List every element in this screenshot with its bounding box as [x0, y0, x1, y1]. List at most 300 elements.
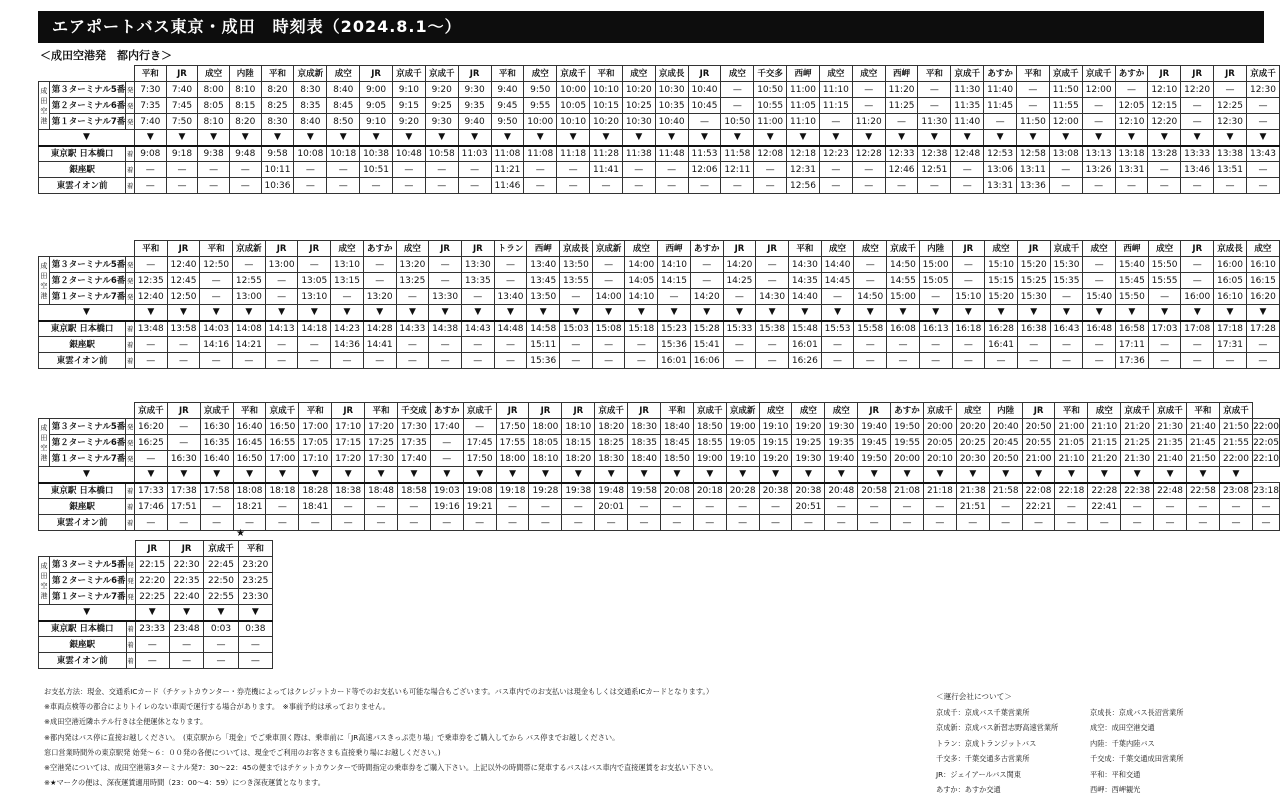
time-cell: —	[134, 257, 167, 273]
time-cell: 16:05	[1214, 273, 1247, 289]
time-cell: —	[557, 162, 590, 178]
time-cell: 17:25	[365, 435, 398, 451]
time-cell: 11:25	[885, 98, 918, 114]
time-cell: 10:25	[622, 98, 655, 114]
time-cell: 22:10	[1253, 451, 1280, 467]
arrow-down-icon: ▼	[1219, 467, 1252, 483]
operator-header: 成空	[331, 241, 364, 257]
time-cell: 19:55	[891, 435, 924, 451]
time-cell: 7:45	[166, 98, 198, 114]
time-cell: 17:46	[134, 499, 167, 515]
time-cell: 18:20	[595, 419, 628, 435]
operator-header: 京成千	[693, 403, 726, 419]
arrow-down-icon: ▼	[622, 130, 655, 146]
time-cell: —	[169, 653, 203, 669]
operator-header: 内陸	[919, 241, 952, 257]
time-cell: —	[1055, 499, 1088, 515]
arrow-down-icon: ▼	[562, 467, 595, 483]
operator-header: JR	[298, 241, 331, 257]
arrival-mark: 着	[126, 353, 135, 369]
time-cell: 22:50	[204, 573, 238, 589]
time-cell: 10:36	[261, 178, 294, 194]
time-cell: 19:35	[825, 435, 858, 451]
time-cell: —	[1050, 289, 1083, 305]
terminal-1-row	[39, 114, 1280, 130]
operator-header: JR	[332, 403, 365, 419]
operator-header: JR	[628, 403, 661, 419]
arrow-down-icon: ▼	[1181, 130, 1214, 146]
time-cell: 12:05	[1115, 98, 1148, 114]
time-cell: —	[298, 337, 331, 353]
time-cell: —	[1088, 515, 1121, 531]
time-cell: 23:48	[169, 621, 203, 637]
time-cell: 22:21	[1022, 499, 1055, 515]
time-cell: 18:50	[660, 451, 693, 467]
arrow-down-icon: ▼	[592, 305, 625, 321]
arrow-down-icon: ▼	[238, 605, 272, 621]
time-cell: —	[397, 499, 430, 515]
time-cell: —	[726, 515, 759, 531]
time-cell: 17:20	[332, 451, 365, 467]
time-cell: —	[134, 451, 167, 467]
time-cell: 21:20	[1121, 419, 1154, 435]
arrow-down-icon: ▼	[265, 305, 298, 321]
time-cell: —	[819, 178, 852, 194]
arrow-down-icon: ▼	[1083, 305, 1116, 321]
time-cell: 14:30	[756, 289, 789, 305]
time-cell: 17:55	[496, 435, 529, 451]
time-cell: 16:01	[788, 337, 821, 353]
time-cell: 12:40	[167, 257, 200, 273]
time-cell: —	[1148, 353, 1181, 369]
operator-entry: 西岬：西岬観光	[1090, 785, 1141, 795]
terminal-2-row	[39, 573, 273, 589]
operator-header: あすか	[690, 241, 723, 257]
time-cell: —	[298, 257, 331, 273]
time-cell: 14:30	[788, 257, 821, 273]
time-cell: —	[1246, 337, 1279, 353]
time-cell: —	[1049, 178, 1082, 194]
time-cell: 14:16	[200, 337, 233, 353]
arrow-down-icon: ▼	[294, 130, 327, 146]
operator-header: 成空	[821, 241, 854, 257]
time-cell: —	[1154, 515, 1187, 531]
time-cell: 10:20	[622, 82, 655, 98]
arrival-mark: 着	[126, 499, 135, 515]
time-cell: 10:50	[721, 114, 754, 130]
arrow-down-icon: ▼	[392, 130, 425, 146]
time-cell: 21:55	[1219, 435, 1252, 451]
time-cell: —	[1181, 337, 1214, 353]
time-cell: 18:55	[693, 435, 726, 451]
time-cell: 17:30	[397, 419, 430, 435]
time-cell: —	[560, 353, 593, 369]
time-cell: 14:21	[233, 337, 266, 353]
time-cell: 19:28	[529, 483, 562, 499]
time-cell: 12:40	[134, 289, 167, 305]
time-cell: 8:10	[229, 82, 261, 98]
arrow-down-icon: ▼	[825, 467, 858, 483]
operator-header: JR	[858, 403, 891, 419]
terminal-1-row	[39, 589, 273, 605]
timetable-title: エアポートバス東京・成田 時刻表（2024.8.1～）	[38, 11, 1264, 43]
time-cell: 12:20	[1148, 114, 1181, 130]
time-cell: 20:55	[1022, 435, 1055, 451]
operator-header: 京成長	[655, 66, 688, 82]
time-cell: 10:35	[655, 98, 688, 114]
time-cell: —	[952, 273, 985, 289]
timetable-block	[38, 65, 1280, 194]
stop-label: 第２ターミナル6番	[49, 98, 126, 114]
operator-header: JR	[756, 241, 789, 257]
time-cell: 17:31	[1214, 337, 1247, 353]
time-cell: —	[690, 257, 723, 273]
time-cell: 22:05	[1253, 435, 1280, 451]
stop-label: 銀座駅	[39, 499, 126, 515]
time-cell: —	[1214, 82, 1247, 98]
operator-header: JR	[169, 541, 203, 557]
tokyo-station-row	[39, 621, 273, 637]
time-cell: 14:58	[527, 321, 560, 337]
time-cell: —	[918, 82, 951, 98]
time-cell: —	[167, 353, 200, 369]
time-cell: —	[135, 637, 169, 653]
operator-header: JR	[461, 241, 494, 257]
note-line: ※★マークの便は、深夜運賃適用時間（23：00～4：59）につき深夜運賃となります。	[44, 778, 325, 788]
time-cell: —	[885, 178, 918, 194]
time-cell: —	[918, 98, 951, 114]
time-cell: 11:28	[590, 146, 623, 162]
operator-header: 京成千	[1219, 403, 1252, 419]
time-cell: 13:20	[363, 289, 396, 305]
note-line: ※成田空港近隣ホテル行きは全便運休となります。	[44, 717, 208, 727]
time-cell: —	[951, 178, 984, 194]
time-cell: 20:38	[792, 483, 825, 499]
time-cell: 12:00	[1082, 82, 1115, 98]
time-cell: 14:20	[690, 289, 723, 305]
time-cell: 13:08	[1049, 146, 1082, 162]
time-cell: 13:30	[461, 257, 494, 273]
time-cell: 10:58	[425, 146, 458, 162]
arrow-down-icon: ▼	[166, 130, 198, 146]
time-cell: 22:55	[204, 589, 238, 605]
shinonome-aeon-row	[39, 353, 1280, 369]
time-cell: 11:08	[491, 146, 524, 162]
time-cell: —	[1049, 162, 1082, 178]
time-cell: —	[885, 114, 918, 130]
departure-mark: 発	[126, 289, 135, 305]
time-cell: 15:48	[788, 321, 821, 337]
operator-header: 成空	[1088, 403, 1121, 419]
time-cell: —	[294, 162, 327, 178]
time-cell: 17:33	[134, 483, 167, 499]
arrow-down-icon: ▼	[595, 467, 628, 483]
time-cell: —	[562, 499, 595, 515]
time-cell: —	[628, 515, 661, 531]
time-cell: 22:00	[1219, 451, 1252, 467]
operator-header: 成空	[396, 241, 429, 257]
time-cell: 9:18	[166, 146, 198, 162]
time-cell: —	[1115, 82, 1148, 98]
time-cell: 15:40	[1083, 289, 1116, 305]
time-cell: —	[1181, 273, 1214, 289]
time-cell: 12:18	[787, 146, 820, 162]
arrow-down-icon: ▼	[1017, 130, 1050, 146]
time-cell: 14:41	[363, 337, 396, 353]
time-cell: —	[458, 162, 491, 178]
time-cell: —	[1050, 353, 1083, 369]
time-cell: 21:15	[1088, 435, 1121, 451]
operator-header: 京成千	[1246, 66, 1279, 82]
time-cell: —	[821, 337, 854, 353]
operator-header: 成空	[1083, 241, 1116, 257]
time-cell: 16:06	[690, 353, 723, 369]
operator-header: JR	[496, 403, 529, 419]
time-cell: —	[266, 499, 299, 515]
arrow-down-icon: ▼	[989, 467, 1022, 483]
time-cell: 10:15	[590, 98, 623, 114]
operator-header: 平和	[233, 403, 266, 419]
time-cell: 20:20	[956, 419, 989, 435]
time-cell: 11:55	[1049, 98, 1082, 114]
time-cell: —	[494, 337, 527, 353]
time-cell: 22:58	[1186, 483, 1219, 499]
time-cell: 21:10	[1088, 419, 1121, 435]
time-cell: 15:35	[1050, 273, 1083, 289]
arrow-down-icon: ▼	[200, 467, 233, 483]
time-cell: —	[1214, 353, 1247, 369]
time-cell: 16:50	[233, 451, 266, 467]
time-cell: 22:35	[169, 573, 203, 589]
operator-entry: 千交多：千葉交通多古営業所	[936, 754, 1030, 764]
note-line: お支払方法：現金、交通系ICカード（チケットカウンター・券売機によってはクレジットカード等でのお支払いも可能な場合もございます。バス車内でのお支払いは現金もしくは交通系ICカードとなります。）	[44, 687, 714, 696]
stop-label: 第３ターミナル5番	[49, 257, 126, 273]
time-cell: 10:11	[261, 162, 294, 178]
time-cell: —	[1186, 515, 1219, 531]
arrow-down-icon: ▼	[229, 130, 261, 146]
operator-header: 京成千	[1121, 403, 1154, 419]
operator-header: 内陸	[989, 403, 1022, 419]
arrow-down-icon: ▼	[1088, 467, 1121, 483]
operator-entry: 成空：成田空港交通	[1090, 723, 1155, 733]
time-cell: 20:50	[1022, 419, 1055, 435]
time-cell: 10:55	[754, 98, 787, 114]
timetable-block	[38, 402, 1280, 531]
time-cell: 9:30	[425, 114, 458, 130]
time-cell: —	[660, 499, 693, 515]
arrow-down-icon: ▼	[956, 467, 989, 483]
time-cell: 22:28	[1088, 483, 1121, 499]
time-cell: —	[1083, 337, 1116, 353]
time-cell: 10:50	[754, 82, 787, 98]
arrow-down-icon: ▼	[693, 467, 726, 483]
time-cell: —	[852, 178, 885, 194]
time-cell: 13:31	[984, 178, 1017, 194]
time-cell: 13:51	[1214, 162, 1247, 178]
time-cell: —	[299, 515, 332, 531]
stop-label: 東京駅 日本橋口	[39, 483, 126, 499]
time-cell: 19:08	[463, 483, 496, 499]
late-night-star-mark: ★	[236, 528, 245, 539]
time-cell: 10:45	[688, 98, 721, 114]
arrow-down-icon: ▼	[167, 305, 200, 321]
time-cell: 15:28	[690, 321, 723, 337]
time-cell: 10:08	[294, 146, 327, 162]
time-cell: —	[1246, 353, 1279, 369]
time-cell: 20:10	[923, 451, 956, 467]
time-cell: 16:10	[1246, 257, 1279, 273]
time-cell: 19:45	[858, 435, 891, 451]
time-cell: 19:15	[759, 435, 792, 451]
time-cell: —	[229, 162, 261, 178]
time-cell: —	[989, 499, 1022, 515]
time-cell: 14:40	[788, 289, 821, 305]
arrival-mark: 着	[126, 621, 135, 637]
time-cell: —	[397, 515, 430, 531]
time-cell: 10:40	[655, 114, 688, 130]
time-cell: 9:50	[491, 114, 524, 130]
arrow-down-icon: ▼	[266, 467, 299, 483]
stop-label: 第３ターミナル5番	[50, 557, 127, 573]
time-cell: 19:21	[463, 499, 496, 515]
time-cell: —	[919, 289, 952, 305]
operator-header: 京成千	[595, 403, 628, 419]
time-cell: 20:25	[956, 435, 989, 451]
time-cell: 14:55	[887, 273, 920, 289]
arrow-down-icon: ▼	[625, 305, 658, 321]
operator-header: 成空	[327, 66, 360, 82]
departure-mark: 発	[126, 82, 135, 98]
time-cell: 12:11	[721, 162, 754, 178]
terminal-3-row	[39, 557, 273, 573]
time-cell: —	[821, 353, 854, 369]
stop-label: 第１ターミナル7番	[49, 289, 126, 305]
time-cell: —	[204, 637, 238, 653]
time-cell: 19:00	[693, 451, 726, 467]
stop-label: 東京駅 日本橋口	[39, 321, 126, 337]
time-cell: 15:30	[1050, 257, 1083, 273]
time-cell: 14:48	[494, 321, 527, 337]
time-cell: —	[655, 162, 688, 178]
time-cell: —	[1219, 515, 1252, 531]
time-cell: —	[825, 499, 858, 515]
time-cell: 16:43	[1050, 321, 1083, 337]
time-cell: 15:11	[527, 337, 560, 353]
time-cell: 8:15	[229, 98, 261, 114]
time-cell: —	[461, 289, 494, 305]
arrow-down-icon: ▼	[331, 305, 364, 321]
time-cell: 20:58	[858, 483, 891, 499]
time-cell: 12:30	[1214, 114, 1247, 130]
time-cell: 13:40	[494, 289, 527, 305]
time-cell: —	[560, 289, 593, 305]
time-cell: 15:00	[887, 289, 920, 305]
time-cell: 21:50	[1186, 451, 1219, 467]
time-cell: —	[200, 515, 233, 531]
operator-header: あすか	[891, 403, 924, 419]
time-cell: 7:30	[134, 82, 166, 98]
time-cell: 18:45	[660, 435, 693, 451]
departure-mark: 発	[126, 557, 135, 573]
time-cell: 14:05	[625, 273, 658, 289]
time-cell: 12:15	[1148, 98, 1181, 114]
time-cell: 17:40	[397, 451, 430, 467]
operator-header: 平和	[1017, 66, 1050, 82]
arrow-down-icon: ▼	[134, 305, 167, 321]
time-cell: —	[429, 273, 462, 289]
time-cell: 9:45	[491, 98, 524, 114]
time-cell: 17:30	[365, 451, 398, 467]
arrow-down-icon: ▼	[327, 130, 360, 146]
time-cell: 9:25	[425, 98, 458, 114]
time-cell: 16:20	[134, 419, 167, 435]
arrow-down-icon: ▼	[852, 130, 885, 146]
time-cell: 19:48	[595, 483, 628, 499]
time-cell: —	[332, 499, 365, 515]
arrow-down-icon: ▼	[363, 305, 396, 321]
time-cell: —	[721, 82, 754, 98]
arrow-down-icon: ▼	[1017, 305, 1050, 321]
arrow-down-icon: ▼	[885, 130, 918, 146]
time-cell: 12:56	[787, 178, 820, 194]
time-cell: 15:33	[723, 321, 756, 337]
time-cell: 13:20	[396, 257, 429, 273]
time-cell: 15:05	[919, 273, 952, 289]
time-cell: 22:00	[1253, 419, 1280, 435]
time-cell: 9:20	[392, 114, 425, 130]
arrival-mark: 着	[126, 162, 135, 178]
operator-header: JR	[1017, 241, 1050, 257]
arrow-label: ▼	[39, 467, 135, 483]
time-cell: 16:00	[1214, 257, 1247, 273]
time-cell: 11:35	[951, 98, 984, 114]
time-cell: 9:38	[198, 146, 230, 162]
time-cell: 14:10	[625, 289, 658, 305]
time-cell: —	[229, 178, 261, 194]
arrow-down-icon: ▼	[1214, 305, 1247, 321]
time-cell: —	[425, 178, 458, 194]
arrow-down-icon: ▼	[200, 305, 233, 321]
departure-mark: 発	[126, 573, 135, 589]
time-cell: —	[690, 273, 723, 289]
arrival-mark: 着	[126, 178, 135, 194]
arrow-down-icon: ▼	[759, 467, 792, 483]
time-cell: 12:58	[1017, 146, 1050, 162]
time-cell: —	[985, 353, 1018, 369]
time-cell: 21:25	[1121, 435, 1154, 451]
stop-label: 第３ターミナル5番	[49, 82, 126, 98]
time-cell: —	[167, 515, 200, 531]
time-cell: 11:46	[491, 178, 524, 194]
time-cell: —	[625, 353, 658, 369]
time-cell: 17:58	[200, 483, 233, 499]
time-cell: —	[852, 98, 885, 114]
time-cell: —	[854, 337, 887, 353]
time-cell: 10:10	[557, 114, 590, 130]
time-cell: 17:40	[430, 419, 463, 435]
time-cell: 17:08	[1181, 321, 1214, 337]
time-cell: —	[693, 499, 726, 515]
time-cell: —	[494, 257, 527, 273]
time-cell: 11:20	[885, 82, 918, 98]
arrow-down-icon: ▼	[1181, 305, 1214, 321]
time-cell: 12:51	[918, 162, 951, 178]
arrow-down-icon: ▼	[1148, 305, 1181, 321]
time-cell: 8:50	[327, 114, 360, 130]
time-cell: —	[524, 178, 557, 194]
time-cell: 18:00	[496, 451, 529, 467]
time-cell: —	[1219, 499, 1252, 515]
